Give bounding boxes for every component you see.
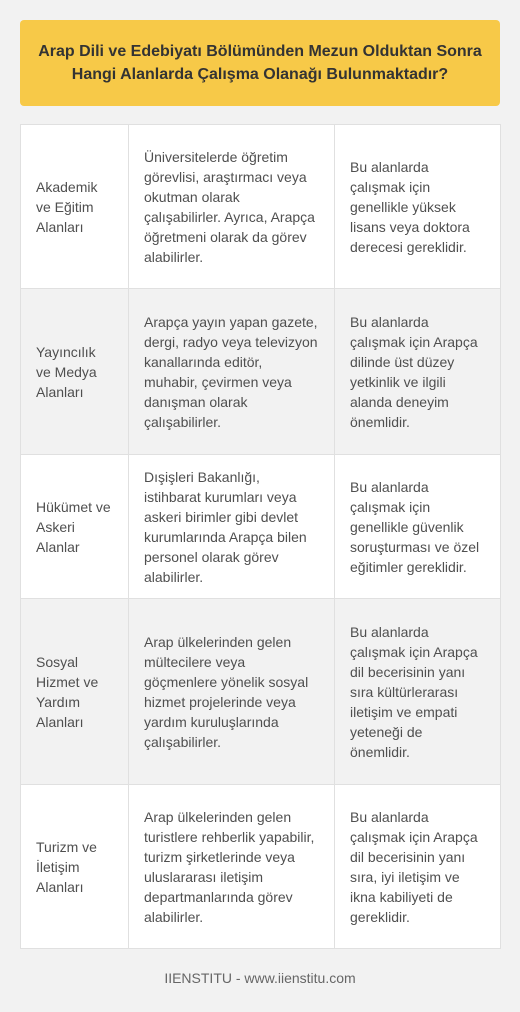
career-areas-table <box>20 124 501 949</box>
area-cell: Sosyal Hizmet ve Yardım Alanları <box>21 599 129 785</box>
description-cell: Arap ülkelerinden gelen turistlere rehberlik yapabilir, turizm şirketlerinde veya uluslararası iletişim departmanlarında görev alabilirler. <box>129 785 335 949</box>
table-row <box>21 125 501 289</box>
footer-credit: IIENSTITU - www.iienstitu.com <box>164 970 356 986</box>
description-cell: Üniversitelerde öğretim görevlisi, araştırmacı veya okutman olarak çalışabilirler. Ayrıca, Arapça öğretmeni olarak da görev alabilirler. <box>129 125 335 289</box>
table-row <box>21 599 501 785</box>
requirement-cell: Bu alanlarda çalışmak için genellikle yüksek lisans veya doktora derecesi gereklidir. <box>335 125 501 289</box>
area-cell: Turizm ve İletişim Alanları <box>21 785 129 949</box>
table-row <box>21 785 501 949</box>
area-cell: Yayıncılık ve Medya Alanları <box>21 289 129 455</box>
table-row <box>21 455 501 599</box>
description-cell: Dışişleri Bakanlığı, istihbarat kurumları veya askeri birimler gibi devlet kurumlarında Arapça bilen personel olarak görev alabilirler. <box>129 455 335 599</box>
page-title: Arap Dili ve Edebiyatı Bölümünden Mezun Olduktan Sonra Hangi Alanlarda Çalışma Olanağı Bulunmaktadır? <box>38 43 482 83</box>
requirement-cell: Bu alanlarda çalışmak için genellikle güvenlik soruşturması ve özel eğitimler gereklidir. <box>335 455 501 599</box>
requirement-cell: Bu alanlarda çalışmak için Arapça dilinde üst düzey yetkinlik ve ilgili alanda deneyim önemlidir. <box>335 289 501 455</box>
table-row <box>21 289 501 455</box>
requirement-cell: Bu alanlarda çalışmak için Arapça dil becerisinin yanı sıra kültürlerarası iletişim ve empati yeteneği de önemlidir. <box>335 599 501 785</box>
requirement-cell: Bu alanlarda çalışmak için Arapça dil becerisinin yanı sıra, iyi iletişim ve ikna kabiliyeti de gereklidir. <box>335 785 501 949</box>
area-cell: Akademik ve Eğitim Alanları <box>21 125 129 289</box>
description-cell: Arap ülkelerinden gelen mültecilere veya göçmenlere yönelik sosyal hizmet projelerinde veya yardım kuruluşlarında çalışabilirler. <box>129 599 335 785</box>
description-cell: Arapça yayın yapan gazete, dergi, radyo veya televizyon kanallarında editör, muhabir, çevirmen veya danışman olarak çalışabilirler. <box>129 289 335 455</box>
title-banner <box>20 20 500 106</box>
area-cell: Hükümet ve Askeri Alanlar <box>21 455 129 599</box>
